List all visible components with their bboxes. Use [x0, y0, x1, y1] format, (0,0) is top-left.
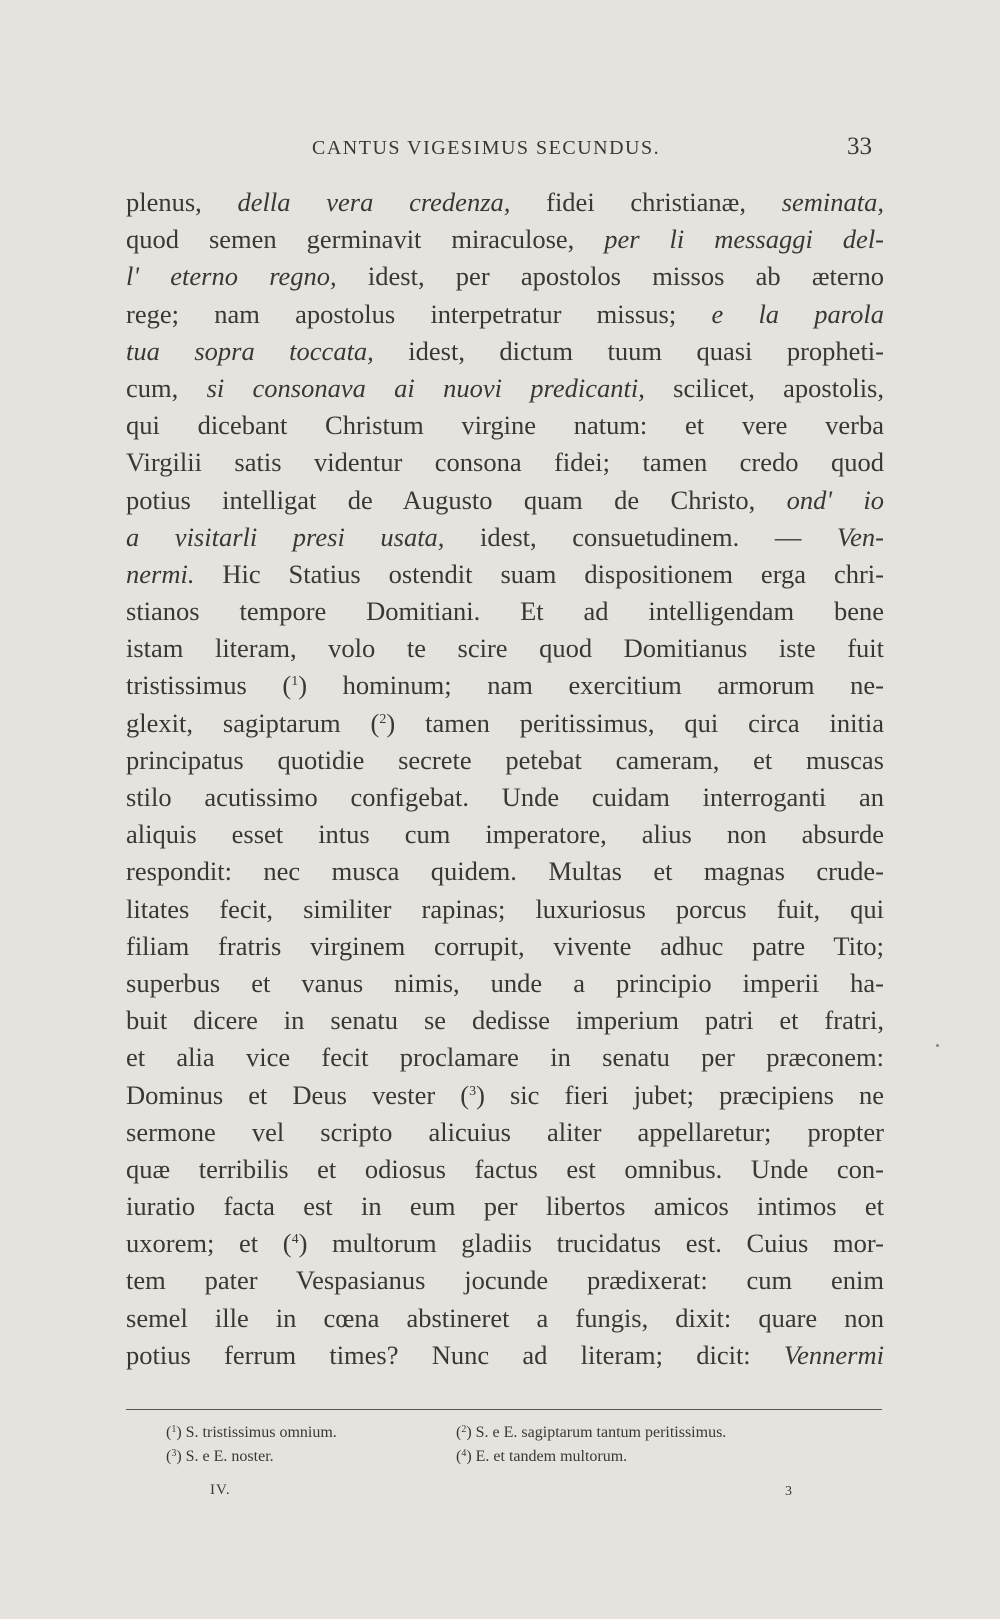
text-run: glexit, sagiptarum (	[126, 707, 380, 738]
text-run: uxorem; et (	[126, 1228, 292, 1259]
paper-speck	[936, 1044, 939, 1047]
text-line	[126, 816, 884, 853]
text-run: buit dicere in senatu se dedisse imperium patri et fratri,	[126, 1005, 884, 1036]
text-run: ) sic fieri jubet; præcipiens ne	[476, 1079, 884, 1110]
footnote-ref: 1	[291, 674, 299, 690]
text-run: iuratio facta est in eum per libertos amicos intimos et	[126, 1191, 884, 1222]
text-line	[126, 1337, 884, 1374]
text-line	[126, 593, 884, 630]
italic-text: e la parola	[711, 298, 884, 329]
footnote-1: ($^1$) S. tristissimus omnium.	[166, 1424, 337, 1441]
footnote-ref: 4	[291, 1232, 299, 1248]
text-line	[126, 258, 884, 295]
text-line	[126, 333, 884, 370]
text-run: sermone vel scripto alicuius aliter appellaretur; propter	[126, 1116, 884, 1147]
italic-text: a visitarli presi usata,	[126, 521, 445, 552]
text-run: ) tamen peritissimus, qui circa initia	[386, 707, 884, 738]
text-line	[126, 1225, 884, 1262]
text-line	[126, 1262, 884, 1299]
text-run: potius ferrum times? Nunc ad literam; dicit:	[126, 1339, 784, 1370]
text-line	[126, 1300, 884, 1337]
text-run: fidei christianæ,	[510, 187, 782, 217]
text-line	[126, 1188, 884, 1225]
footnote-3: ($^3$) S. e E. noster.	[166, 1448, 274, 1465]
italic-text: tua sopra toccata,	[126, 335, 374, 366]
text-run: quæ terribilis et odiosus factus est omnibus. Unde con-	[126, 1153, 884, 1184]
text-run: litates fecit, similiter rapinas; luxuriosus porcus fuit, qui	[126, 893, 884, 924]
running-head	[126, 133, 874, 167]
text-run: aliquis esset intus cum imperatore, alius non absurde	[126, 819, 884, 850]
text-run: quod semen germinavit miraculose,	[126, 224, 605, 255]
text-run: ) hominum; nam exercitium armorum ne-	[298, 670, 884, 701]
text-run: semel ille in cœna abstineret a fungis, dixit: quare non	[126, 1302, 884, 1333]
text-line	[126, 1077, 884, 1114]
text-line	[126, 667, 884, 704]
text-run: Hic Statius ostendit suam dispositionem erga chri-	[194, 558, 884, 589]
text-line	[126, 965, 884, 1002]
italic-text: nermi.	[126, 558, 195, 589]
text-line	[126, 556, 884, 593]
italic-text: seminata,	[781, 187, 884, 217]
text-line	[126, 891, 884, 928]
text-line	[126, 1002, 884, 1039]
text-line	[126, 444, 884, 481]
text-run: idest, consuetudinem. —	[444, 521, 837, 552]
text-run: qui dicebant Christum virgine natum: et vere verba	[126, 410, 884, 441]
italic-text: ond' io	[786, 484, 885, 515]
text-run: idest, per apostolos missos ab æterno	[336, 261, 884, 292]
footnote-ref: 3	[469, 1083, 477, 1099]
text-line	[126, 407, 884, 444]
text-line	[126, 1039, 884, 1076]
italic-text: Vennermi	[783, 1339, 884, 1370]
text-run: potius intelligat de Augusto quam de Christo,	[126, 484, 787, 515]
text-run: tem pater Vespasianus jocunde prædixerat: cum enim	[126, 1265, 884, 1296]
text-line	[126, 742, 884, 779]
footnote-2: ($^2$) S. e E. sagiptarum tantum peritissimus.	[456, 1424, 727, 1441]
footnote-rule	[126, 1409, 882, 1410]
text-run: Virgilii satis videntur consona fidei; tamen credo quod	[126, 447, 884, 478]
page-number: 33	[847, 133, 872, 160]
text-line	[126, 296, 884, 333]
text-line	[126, 779, 884, 816]
body-text	[126, 184, 884, 1374]
text-run: stianos tempore Domitiani. Et ad intelligendam bene	[126, 596, 884, 627]
running-title: CANTUS VIGESIMUS SECUNDUS.	[312, 137, 661, 159]
italic-text: si consonava ai nuovi predicanti,	[206, 372, 645, 403]
text-line	[126, 928, 884, 965]
text-line	[126, 1114, 884, 1151]
text-run: istam literam, volo te scire quod Domitianus iste fuit	[126, 633, 884, 664]
text-run: principatus quotidie secrete petebat cameram, et muscas	[126, 744, 884, 775]
text-run: filiam fratris virginem corrupit, vivente adhuc patre Tito;	[126, 930, 884, 961]
text-line	[126, 519, 884, 556]
text-line	[126, 370, 884, 407]
footnote-4: ($^4$) E. et tandem multorum.	[456, 1448, 628, 1465]
text-run: scilicet, apostolis,	[644, 372, 884, 403]
text-run: respondit: nec musca quidem. Multas et magnas crude-	[126, 856, 884, 887]
italic-text: l' eterno regno,	[126, 261, 337, 292]
text-line	[126, 630, 884, 667]
text-run: et alia vice fecit proclamare in senatu per præconem:	[126, 1042, 884, 1073]
text-line	[126, 482, 884, 519]
text-run: superbus et vanus nimis, unde a principio imperii ha-	[126, 967, 884, 998]
text-line	[126, 184, 884, 221]
italic-text: per li messaggi del-	[604, 224, 885, 255]
text-run: Dominus et Deus vester (	[126, 1079, 470, 1110]
text-run: stilo acutissimo configebat. Unde cuidam interroganti an	[126, 782, 884, 812]
text-line	[126, 1151, 884, 1188]
text-run: ) multorum gladiis trucidatus est. Cuius mor-	[298, 1228, 884, 1259]
signature-number: 3	[785, 1484, 792, 1499]
italic-text: Ven-	[836, 521, 884, 552]
text-line	[126, 705, 884, 742]
text-run: cum,	[126, 372, 207, 403]
text-line	[126, 853, 884, 890]
footnote-ref: 2	[379, 711, 387, 727]
italic-text: della vera credenza,	[237, 187, 511, 217]
signature-volume: IV.	[210, 1482, 231, 1498]
text-line	[126, 221, 884, 258]
text-run: tristissimus (	[126, 670, 292, 701]
text-run: plenus,	[126, 187, 238, 217]
text-run: rege; nam apostolus interpetratur missus;	[126, 298, 712, 329]
text-run: idest, dictum tuum quasi propheti-	[373, 335, 884, 366]
